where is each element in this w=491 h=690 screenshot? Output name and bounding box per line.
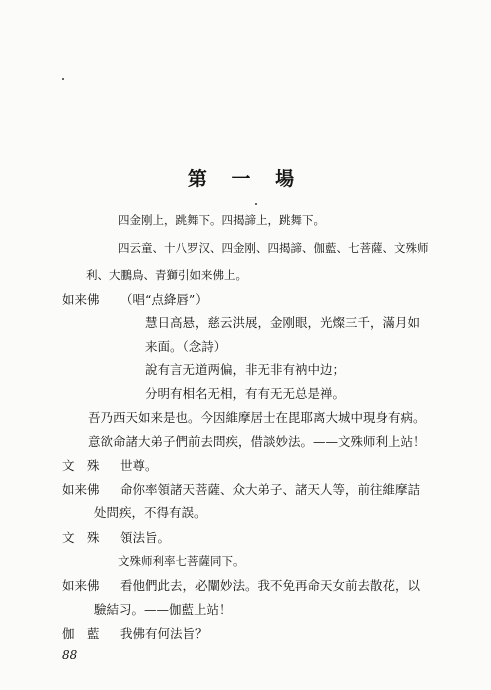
line-text: （唱“点絳唇”）: [120, 292, 208, 307]
dialogue-line: [62, 578, 420, 594]
verse-line: [145, 315, 420, 331]
line-text: 利、大鵬鳥、青獅引如来佛上。: [86, 268, 247, 282]
line-text: 驗結习。——伽藍上站！: [94, 602, 232, 617]
speaker-name: 文 殊: [62, 458, 100, 473]
line-text: 来面。（念詩）: [145, 339, 227, 354]
line-text: 文殊师利率七菩薩同下。: [118, 554, 245, 568]
line-text: 处問疾，不得有誤。: [94, 505, 207, 520]
stage-direction: [118, 240, 429, 256]
speaker-name: 伽 藍: [62, 626, 100, 641]
verse-line: [145, 362, 345, 378]
stage-direction: [118, 212, 325, 228]
dialogue-line: [62, 482, 420, 498]
line-text: 四金刚上，跳舞下。四揭諦上，跳舞下。: [118, 213, 325, 227]
line-text: 四云童、十八罗汉、四金刚、四揭諦、伽藍、七菩薩、文殊师: [118, 241, 429, 255]
speck-mark: [62, 78, 64, 80]
dialogue-line: [62, 626, 208, 642]
line-text: 分明有相名无相，有有无无总是禅。: [145, 386, 346, 401]
line-text: 領法旨。: [120, 530, 171, 545]
speaker-name: 如来佛: [62, 578, 100, 593]
dialogue-line: [62, 292, 208, 308]
line-text: 世尊。: [120, 458, 158, 473]
speech-line: [88, 410, 426, 426]
dialogue-line: [62, 530, 170, 546]
speech-continuation: [94, 602, 232, 618]
line-text: 慧日高悬，慈云洪展，金刚眼，光燦三千，滿月如: [145, 315, 421, 330]
line-text: 意欲命諸大弟子們前去問疾，借談妙法。——文殊师利上站！: [88, 434, 426, 449]
speck-mark: [255, 203, 257, 205]
speech-line: [88, 434, 426, 450]
stage-direction: [118, 553, 245, 569]
stage-direction: [86, 267, 247, 283]
line-text: 說有言无道两偏，非无非有衲中边；: [145, 362, 346, 377]
dialogue-line: [62, 458, 158, 474]
line-text: 吾乃西天如来是也。今因維摩居士在毘耶离大城中現身有病。: [88, 410, 426, 425]
speech-continuation: [94, 505, 207, 521]
verse-line: [145, 386, 345, 402]
speaker-name: 文 殊: [62, 530, 100, 545]
line-text: 命你率領諸天菩薩、众大弟子、諸天人等，前往維摩詰: [120, 482, 421, 497]
speaker-name: 如来佛: [62, 482, 100, 497]
line-text: 看他們此去，必闡妙法。我不免再命天女前去散花，以: [120, 578, 421, 593]
line-text: 我佛有何法旨？: [120, 626, 208, 641]
scene-title: 第 一 場: [187, 168, 304, 190]
page-number: 88: [62, 648, 78, 662]
speaker-name: 如来佛: [62, 292, 100, 307]
verse-line: [145, 339, 226, 355]
